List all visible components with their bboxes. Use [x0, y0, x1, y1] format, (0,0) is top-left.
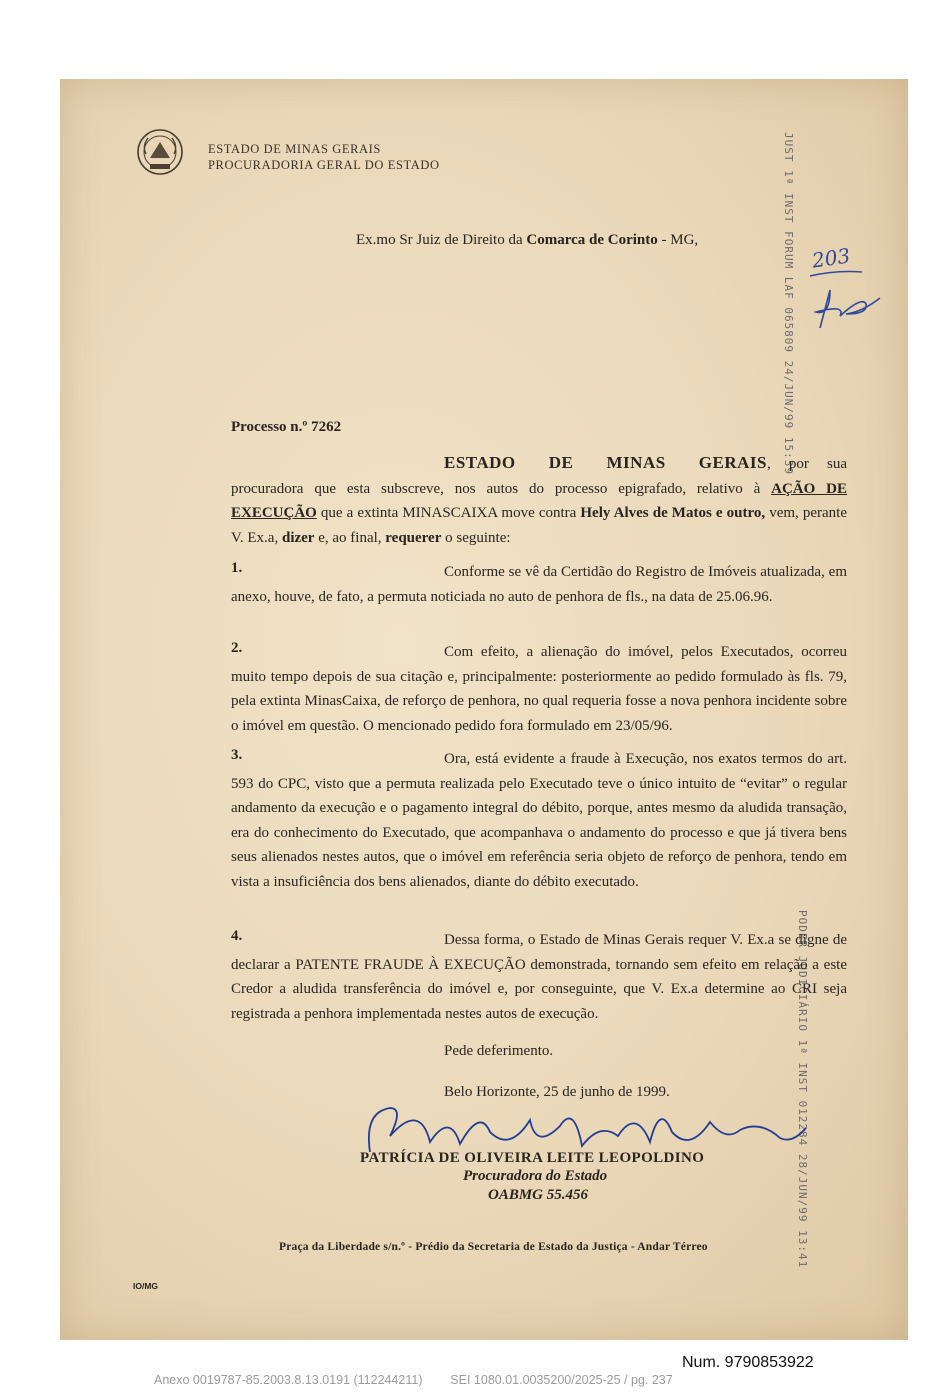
filing-stamp-top: JUST 1ª INST FORUM LAF 065809 24/JUN/99 15:39 — [782, 132, 795, 476]
handwritten-page-number: 203 — [810, 243, 852, 273]
item-3 — [231, 747, 847, 894]
process-number: Processo n.º 7262 — [231, 419, 342, 435]
item-text: Dessa forma, o Estado de Minas Gerais requer V. Ex.a se digne de declarar a PATENTE FRAUDE À EXECUÇÃO demonstrada, tornando sem efeito em relação a este Credor a aludida transferência do imóvel e, por conseguinte, que V. Ex.a determine ao CRI seja registrada a penhora implementada nestes autos de execução. — [231, 932, 847, 1022]
item-number: 2. — [231, 640, 243, 656]
intro-action: AÇÃO DE EXECUÇÃO — [231, 480, 847, 521]
intro-text-2: que a extinta MINASCAIXA move contra — [316, 505, 581, 521]
annex-reference: Anexo 0019787-85.2003.8.13.0191 (112244211) SEI 1080.01.0035200/2025-25 / pg. 237 — [154, 1373, 673, 1387]
signatory-title: Procuradora do Estado — [463, 1168, 608, 1184]
item-text: Conforme se vê da Certidão do Registro de Imóveis atualizada, em anexo, houve, de fato, a permuta noticiada no auto de penhora de fls., na data de 25.06.96. — [231, 564, 847, 605]
intro-paragraph — [231, 451, 847, 550]
signatory-name: PATRÍCIA DE OLIVEIRA LEITE LEOPOLDINO — [360, 1150, 705, 1166]
header-line-1: ESTADO DE MINAS GERAIS — [208, 142, 381, 156]
intro-dizer: dizer — [281, 529, 315, 546]
item-text: Com efeito, a alienação do imóvel, pelos Executados, ocorreu muito tempo depois de sua citação e, principalmente: posteriormente ao pedido formulado às fls. 79, pela extinta MinasCaixa, de reforço de penhora, no qual requeria fosse a nova penhora incidente sobre o imóvel em questão. O mencionado pedido fora formulado em 23/05/96. — [231, 644, 847, 734]
item-1 — [231, 560, 847, 609]
intro-party: Hely Alves de Matos e outro, — [580, 505, 766, 521]
closing: Pede deferimento. — [444, 1043, 554, 1059]
printer-mark: IO/MG — [133, 1281, 159, 1291]
item-2 — [231, 640, 847, 738]
header-line-2: PROCURADORIA GERAL DO ESTADO — [208, 158, 440, 172]
addressee-suffix: - MG, — [657, 232, 699, 248]
handwritten-initials-icon — [806, 268, 886, 338]
item-number: 4. — [231, 928, 243, 944]
intro-requerer: requerer — [385, 529, 442, 546]
address-footer: Praça da Liberdade s/n.º - Prédio da Secretaria de Estado da Justiça - Andar Térreo — [279, 1241, 708, 1253]
document-number: Num. 9790853922 — [682, 1354, 814, 1371]
intro-text-4: e, ao final, — [314, 529, 386, 546]
addressee-court: Comarca de Corinto — [526, 232, 658, 248]
filing-stamp-bottom: PODER JUDICIÁRIO 1ª INST 012284 28/JUN/99 13:41 — [796, 910, 809, 1269]
signatory-oab: OABMG 55.456 — [488, 1187, 589, 1203]
intro-text-5: o seguinte: — [441, 529, 511, 546]
intro-text-1: , por sua procuradora que esta subscreve, nos autos do processo epigrafado, relativo à — [231, 456, 847, 497]
item-number: 1. — [231, 560, 243, 576]
place-date: Belo Horizonte, 25 de junho de 1999. — [444, 1084, 670, 1100]
item-text: Ora, está evidente a fraude à Execução, nos exatos termos do art. 593 do CPC, visto que a permuta realizada pelo Executado teve o único intuito de “evitar” o regular andamento da execução e o pagamento integral do débito, porque, antes mesmo da aludida transação, era do conhecimento do Executado, que acompanhava o andamento do processo e que já tivera bens seus alienados nestes autos, que o imóvel em referência seria objeto de reforço de penhora, tendo em vista a insuficiência dos bens alienados, diante do débito executado. — [231, 751, 847, 890]
state-seal-icon — [136, 128, 184, 176]
item-4 — [231, 928, 847, 1026]
intro-state-name: ESTADO DE MINAS GERAIS — [444, 453, 767, 472]
addressee-prefix: Ex.mo Sr Juiz de Direito da — [356, 232, 527, 248]
addressee — [356, 232, 698, 249]
item-number: 3. — [231, 747, 243, 763]
intro-text-3: vem, perante V. Ex.a, — [231, 505, 847, 546]
